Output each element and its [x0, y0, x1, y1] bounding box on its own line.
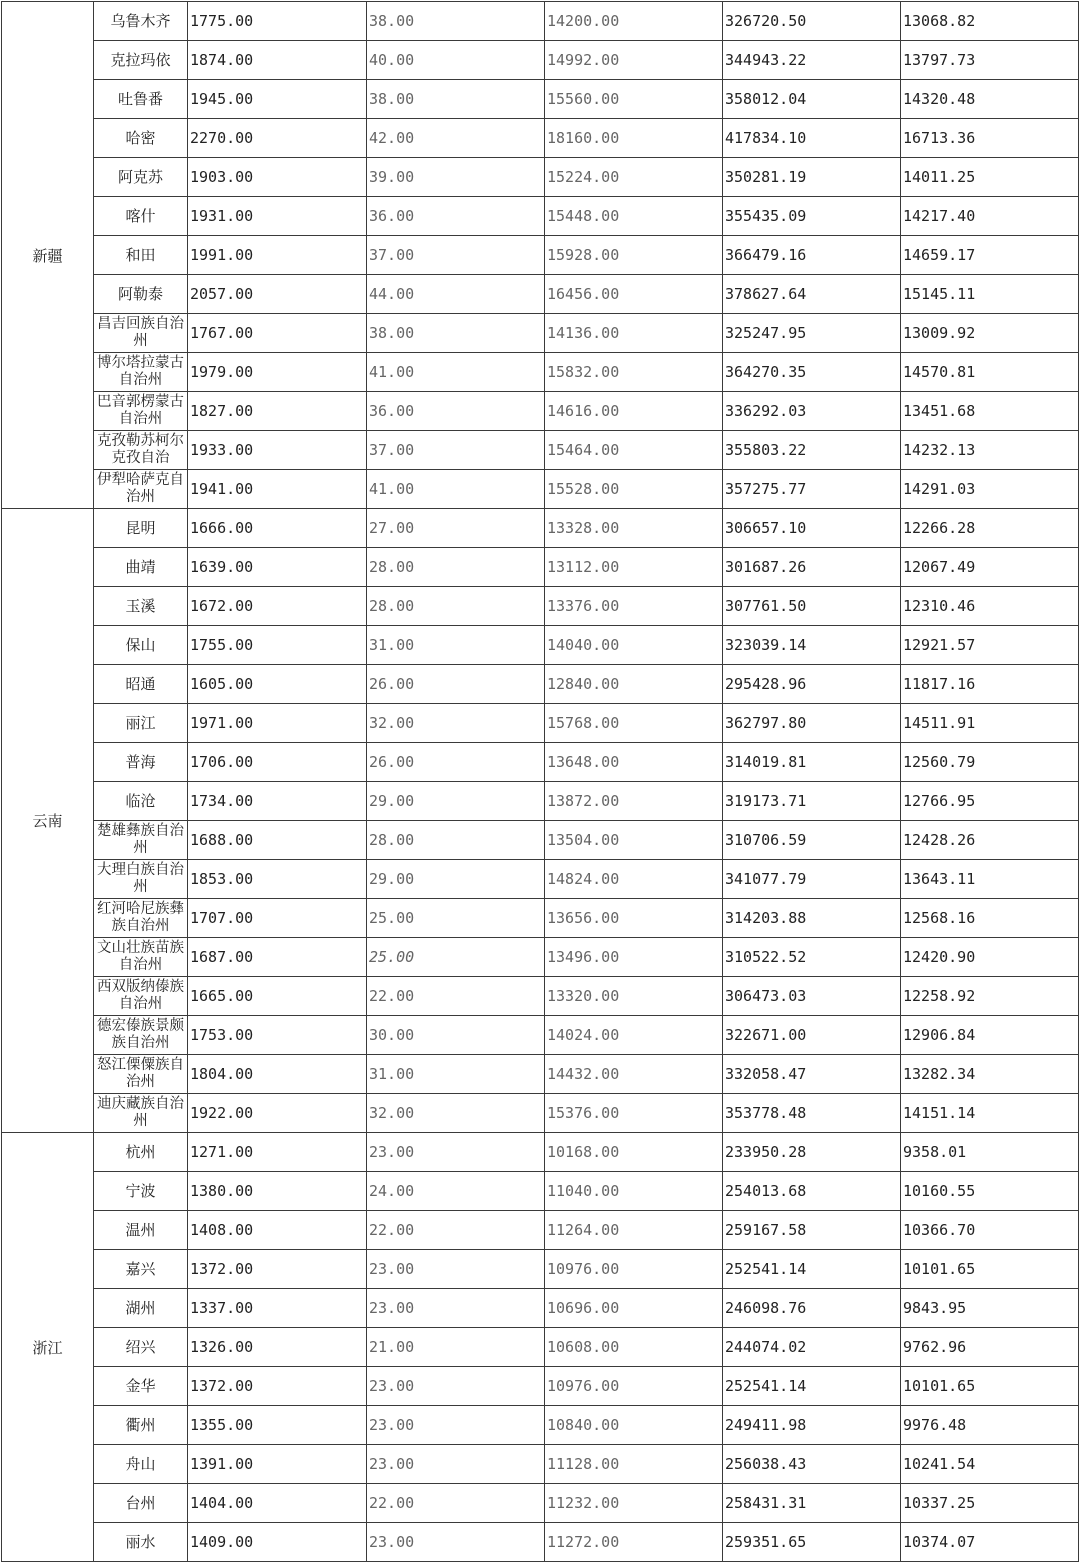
city-cell: 昭通 — [94, 665, 188, 704]
value-cell: 21.00 — [367, 1328, 545, 1367]
city-cell: 台州 — [94, 1484, 188, 1523]
value-cell: 1639.00 — [188, 548, 367, 587]
value-cell: 23.00 — [367, 1367, 545, 1406]
value-cell: 259351.65 — [723, 1523, 901, 1562]
value-cell: 378627.64 — [723, 275, 901, 314]
value-cell: 1874.00 — [188, 41, 367, 80]
city-cell: 保山 — [94, 626, 188, 665]
value-cell: 1979.00 — [188, 353, 367, 392]
value-cell: 259167.58 — [723, 1211, 901, 1250]
value-cell: 24.00 — [367, 1172, 545, 1211]
table-row — [2, 860, 1079, 899]
city-cell: 丽江 — [94, 704, 188, 743]
value-cell: 10337.25 — [901, 1484, 1079, 1523]
value-cell: 14992.00 — [545, 41, 723, 80]
value-cell: 40.00 — [367, 41, 545, 80]
value-cell: 13328.00 — [545, 509, 723, 548]
value-cell: 23.00 — [367, 1523, 545, 1562]
value-cell: 11817.16 — [901, 665, 1079, 704]
value-cell: 10160.55 — [901, 1172, 1079, 1211]
value-cell: 16713.36 — [901, 119, 1079, 158]
value-cell: 1372.00 — [188, 1250, 367, 1289]
value-cell: 23.00 — [367, 1289, 545, 1328]
table-row — [2, 977, 1079, 1016]
value-cell: 13282.34 — [901, 1055, 1079, 1094]
city-cell: 乌鲁木齐 — [94, 2, 188, 41]
table-body — [2, 2, 1079, 1562]
value-cell: 314019.81 — [723, 743, 901, 782]
table-row — [2, 626, 1079, 665]
value-cell: 38.00 — [367, 2, 545, 41]
value-cell: 1688.00 — [188, 821, 367, 860]
city-cell: 哈密 — [94, 119, 188, 158]
value-cell: 14511.91 — [901, 704, 1079, 743]
value-cell: 1853.00 — [188, 860, 367, 899]
value-cell: 10101.65 — [901, 1250, 1079, 1289]
table-row — [2, 1133, 1079, 1172]
value-cell: 10374.07 — [901, 1523, 1079, 1562]
value-cell: 41.00 — [367, 353, 545, 392]
value-cell: 344943.22 — [723, 41, 901, 80]
value-cell: 1355.00 — [188, 1406, 367, 1445]
value-cell: 14136.00 — [545, 314, 723, 353]
value-cell: 358012.04 — [723, 80, 901, 119]
value-cell: 25.00 — [367, 899, 545, 938]
value-cell: 1933.00 — [188, 431, 367, 470]
value-cell: 9358.01 — [901, 1133, 1079, 1172]
data-table — [1, 1, 1079, 1562]
value-cell: 13504.00 — [545, 821, 723, 860]
value-cell: 13656.00 — [545, 899, 723, 938]
table-row — [2, 314, 1079, 353]
value-cell: 314203.88 — [723, 899, 901, 938]
table-row — [2, 1367, 1079, 1406]
value-cell: 364270.35 — [723, 353, 901, 392]
value-cell: 9843.95 — [901, 1289, 1079, 1328]
value-cell: 14659.17 — [901, 236, 1079, 275]
value-cell: 323039.14 — [723, 626, 901, 665]
value-cell: 28.00 — [367, 587, 545, 626]
value-cell: 1404.00 — [188, 1484, 367, 1523]
value-cell: 1753.00 — [188, 1016, 367, 1055]
city-cell: 杭州 — [94, 1133, 188, 1172]
value-cell: 366479.16 — [723, 236, 901, 275]
city-cell: 怒江傈僳族自治州 — [94, 1055, 188, 1094]
value-cell: 295428.96 — [723, 665, 901, 704]
value-cell: 10168.00 — [545, 1133, 723, 1172]
value-cell: 13376.00 — [545, 587, 723, 626]
value-cell: 23.00 — [367, 1445, 545, 1484]
value-cell: 36.00 — [367, 197, 545, 236]
value-cell: 252541.14 — [723, 1250, 901, 1289]
value-cell: 1380.00 — [188, 1172, 367, 1211]
value-cell: 307761.50 — [723, 587, 901, 626]
table-row — [2, 80, 1079, 119]
value-cell: 310522.52 — [723, 938, 901, 977]
value-cell: 246098.76 — [723, 1289, 901, 1328]
value-cell: 353778.48 — [723, 1094, 901, 1133]
city-cell: 绍兴 — [94, 1328, 188, 1367]
value-cell: 15145.11 — [901, 275, 1079, 314]
value-cell: 1775.00 — [188, 2, 367, 41]
city-cell: 金华 — [94, 1367, 188, 1406]
table-row — [2, 470, 1079, 509]
table-row — [2, 1211, 1079, 1250]
table-row — [2, 119, 1079, 158]
city-cell: 楚雄彝族自治州 — [94, 821, 188, 860]
value-cell: 355803.22 — [723, 431, 901, 470]
value-cell: 1408.00 — [188, 1211, 367, 1250]
value-cell: 14200.00 — [545, 2, 723, 41]
value-cell: 1326.00 — [188, 1328, 367, 1367]
value-cell: 14291.03 — [901, 470, 1079, 509]
table-row — [2, 782, 1079, 821]
city-cell: 克孜勒苏柯尔克孜自治 — [94, 431, 188, 470]
value-cell: 1605.00 — [188, 665, 367, 704]
value-cell: 1767.00 — [188, 314, 367, 353]
table-row — [2, 1289, 1079, 1328]
value-cell: 15448.00 — [545, 197, 723, 236]
city-cell: 迪庆藏族自治州 — [94, 1094, 188, 1133]
table-row — [2, 41, 1079, 80]
table-row — [2, 1523, 1079, 1562]
value-cell: 10976.00 — [545, 1367, 723, 1406]
value-cell: 13648.00 — [545, 743, 723, 782]
city-cell: 昆明 — [94, 509, 188, 548]
value-cell: 1666.00 — [188, 509, 367, 548]
value-cell: 258431.31 — [723, 1484, 901, 1523]
value-cell: 1665.00 — [188, 977, 367, 1016]
value-cell: 13496.00 — [545, 938, 723, 977]
province-cell: 新疆 — [2, 2, 94, 509]
value-cell: 9762.96 — [901, 1328, 1079, 1367]
value-cell: 306657.10 — [723, 509, 901, 548]
value-cell: 10840.00 — [545, 1406, 723, 1445]
value-cell: 14232.13 — [901, 431, 1079, 470]
value-cell: 10241.54 — [901, 1445, 1079, 1484]
value-cell: 15832.00 — [545, 353, 723, 392]
value-cell: 355435.09 — [723, 197, 901, 236]
value-cell: 336292.03 — [723, 392, 901, 431]
city-cell: 巴音郭楞蒙古自治州 — [94, 392, 188, 431]
value-cell: 1941.00 — [188, 470, 367, 509]
table-row — [2, 743, 1079, 782]
value-cell: 11264.00 — [545, 1211, 723, 1250]
value-cell: 14616.00 — [545, 392, 723, 431]
value-cell: 13009.92 — [901, 314, 1079, 353]
value-cell: 9976.48 — [901, 1406, 1079, 1445]
value-cell: 1755.00 — [188, 626, 367, 665]
value-cell: 1271.00 — [188, 1133, 367, 1172]
value-cell: 41.00 — [367, 470, 545, 509]
value-cell: 15224.00 — [545, 158, 723, 197]
value-cell: 10366.70 — [901, 1211, 1079, 1250]
city-cell: 宁波 — [94, 1172, 188, 1211]
city-cell: 大理白族自治州 — [94, 860, 188, 899]
table-row — [2, 1484, 1079, 1523]
table-row — [2, 2, 1079, 41]
table-row — [2, 821, 1079, 860]
value-cell: 11040.00 — [545, 1172, 723, 1211]
table-row — [2, 197, 1079, 236]
value-cell: 1991.00 — [188, 236, 367, 275]
value-cell: 42.00 — [367, 119, 545, 158]
value-cell: 10696.00 — [545, 1289, 723, 1328]
city-cell: 阿勒泰 — [94, 275, 188, 314]
value-cell: 27.00 — [367, 509, 545, 548]
value-cell: 12067.49 — [901, 548, 1079, 587]
city-cell: 和田 — [94, 236, 188, 275]
value-cell: 244074.02 — [723, 1328, 901, 1367]
city-cell: 文山壮族苗族自治州 — [94, 938, 188, 977]
city-cell: 克拉玛依 — [94, 41, 188, 80]
table-row — [2, 1094, 1079, 1133]
value-cell: 36.00 — [367, 392, 545, 431]
value-cell: 2270.00 — [188, 119, 367, 158]
value-cell: 310706.59 — [723, 821, 901, 860]
value-cell: 362797.80 — [723, 704, 901, 743]
value-cell: 249411.98 — [723, 1406, 901, 1445]
value-cell: 12258.92 — [901, 977, 1079, 1016]
value-cell: 1409.00 — [188, 1523, 367, 1562]
value-cell: 31.00 — [367, 1055, 545, 1094]
value-cell: 256038.43 — [723, 1445, 901, 1484]
table-row — [2, 587, 1079, 626]
value-cell: 15464.00 — [545, 431, 723, 470]
value-cell: 37.00 — [367, 431, 545, 470]
city-cell: 西双版纳傣族自治州 — [94, 977, 188, 1016]
value-cell: 37.00 — [367, 236, 545, 275]
value-cell: 26.00 — [367, 743, 545, 782]
value-cell: 1804.00 — [188, 1055, 367, 1094]
table-row — [2, 704, 1079, 743]
city-cell: 衢州 — [94, 1406, 188, 1445]
city-cell: 喀什 — [94, 197, 188, 236]
value-cell: 254013.68 — [723, 1172, 901, 1211]
city-cell: 阿克苏 — [94, 158, 188, 197]
value-cell: 23.00 — [367, 1250, 545, 1289]
value-cell: 12266.28 — [901, 509, 1079, 548]
value-cell: 14824.00 — [545, 860, 723, 899]
value-cell: 11232.00 — [545, 1484, 723, 1523]
value-cell: 1672.00 — [188, 587, 367, 626]
value-cell: 28.00 — [367, 548, 545, 587]
value-cell: 1903.00 — [188, 158, 367, 197]
city-cell: 舟山 — [94, 1445, 188, 1484]
table-row — [2, 1328, 1079, 1367]
value-cell: 28.00 — [367, 821, 545, 860]
table-row — [2, 1406, 1079, 1445]
value-cell: 319173.71 — [723, 782, 901, 821]
value-cell: 26.00 — [367, 665, 545, 704]
value-cell: 350281.19 — [723, 158, 901, 197]
city-cell: 临沧 — [94, 782, 188, 821]
table-row — [2, 275, 1079, 314]
table-row — [2, 1016, 1079, 1055]
value-cell: 233950.28 — [723, 1133, 901, 1172]
value-cell: 23.00 — [367, 1406, 545, 1445]
value-cell: 13451.68 — [901, 392, 1079, 431]
value-cell: 1706.00 — [188, 743, 367, 782]
city-cell: 嘉兴 — [94, 1250, 188, 1289]
table-row — [2, 431, 1079, 470]
value-cell: 13872.00 — [545, 782, 723, 821]
value-cell: 326720.50 — [723, 2, 901, 41]
city-cell: 德宏傣族景颇族自治州 — [94, 1016, 188, 1055]
value-cell: 12310.46 — [901, 587, 1079, 626]
value-cell: 12766.95 — [901, 782, 1079, 821]
province-cell: 浙江 — [2, 1133, 94, 1562]
value-cell: 14570.81 — [901, 353, 1079, 392]
value-cell: 12420.90 — [901, 938, 1079, 977]
table-row — [2, 1172, 1079, 1211]
table-row — [2, 1250, 1079, 1289]
value-cell: 10976.00 — [545, 1250, 723, 1289]
value-cell: 16456.00 — [545, 275, 723, 314]
value-cell: 38.00 — [367, 314, 545, 353]
value-cell: 44.00 — [367, 275, 545, 314]
value-cell: 325247.95 — [723, 314, 901, 353]
value-cell: 29.00 — [367, 782, 545, 821]
value-cell: 12560.79 — [901, 743, 1079, 782]
table-row — [2, 1055, 1079, 1094]
value-cell: 14320.48 — [901, 80, 1079, 119]
table-row — [2, 236, 1079, 275]
value-cell: 15928.00 — [545, 236, 723, 275]
value-cell: 32.00 — [367, 1094, 545, 1133]
city-cell: 玉溪 — [94, 587, 188, 626]
value-cell: 18160.00 — [545, 119, 723, 158]
city-cell: 曲靖 — [94, 548, 188, 587]
value-cell: 15528.00 — [545, 470, 723, 509]
value-cell: 25.00 — [367, 938, 545, 977]
value-cell: 1372.00 — [188, 1367, 367, 1406]
value-cell: 14024.00 — [545, 1016, 723, 1055]
value-cell: 22.00 — [367, 1484, 545, 1523]
value-cell: 332058.47 — [723, 1055, 901, 1094]
value-cell: 31.00 — [367, 626, 545, 665]
value-cell: 23.00 — [367, 1133, 545, 1172]
value-cell: 357275.77 — [723, 470, 901, 509]
city-cell: 博尔塔拉蒙古自治州 — [94, 353, 188, 392]
value-cell: 12428.26 — [901, 821, 1079, 860]
value-cell: 1827.00 — [188, 392, 367, 431]
value-cell: 11272.00 — [545, 1523, 723, 1562]
value-cell: 29.00 — [367, 860, 545, 899]
value-cell: 15560.00 — [545, 80, 723, 119]
value-cell: 1922.00 — [188, 1094, 367, 1133]
table-row — [2, 899, 1079, 938]
city-cell: 红河哈尼族彝族自治州 — [94, 899, 188, 938]
city-cell: 吐鲁番 — [94, 80, 188, 119]
value-cell: 1391.00 — [188, 1445, 367, 1484]
value-cell: 13643.11 — [901, 860, 1079, 899]
value-cell: 1687.00 — [188, 938, 367, 977]
value-cell: 2057.00 — [188, 275, 367, 314]
table-row — [2, 938, 1079, 977]
value-cell: 10608.00 — [545, 1328, 723, 1367]
value-cell: 14432.00 — [545, 1055, 723, 1094]
value-cell: 15376.00 — [545, 1094, 723, 1133]
value-cell: 1337.00 — [188, 1289, 367, 1328]
value-cell: 306473.03 — [723, 977, 901, 1016]
value-cell: 1931.00 — [188, 197, 367, 236]
city-cell: 普海 — [94, 743, 188, 782]
table-row — [2, 548, 1079, 587]
value-cell: 14040.00 — [545, 626, 723, 665]
value-cell: 14217.40 — [901, 197, 1079, 236]
table-row — [2, 509, 1079, 548]
value-cell: 12840.00 — [545, 665, 723, 704]
table-row — [2, 353, 1079, 392]
table-row — [2, 665, 1079, 704]
value-cell: 22.00 — [367, 1211, 545, 1250]
value-cell: 13112.00 — [545, 548, 723, 587]
value-cell: 417834.10 — [723, 119, 901, 158]
value-cell: 341077.79 — [723, 860, 901, 899]
value-cell: 10101.65 — [901, 1367, 1079, 1406]
value-cell: 13068.82 — [901, 2, 1079, 41]
value-cell: 15768.00 — [545, 704, 723, 743]
city-cell: 伊犁哈萨克自治州 — [94, 470, 188, 509]
value-cell: 12906.84 — [901, 1016, 1079, 1055]
table-row — [2, 1445, 1079, 1484]
city-cell: 温州 — [94, 1211, 188, 1250]
value-cell: 1707.00 — [188, 899, 367, 938]
value-cell: 39.00 — [367, 158, 545, 197]
value-cell: 1734.00 — [188, 782, 367, 821]
value-cell: 1971.00 — [188, 704, 367, 743]
value-cell: 12568.16 — [901, 899, 1079, 938]
value-cell: 252541.14 — [723, 1367, 901, 1406]
value-cell: 13320.00 — [545, 977, 723, 1016]
province-cell: 云南 — [2, 509, 94, 1133]
city-cell: 昌吉回族自治州 — [94, 314, 188, 353]
city-cell: 湖州 — [94, 1289, 188, 1328]
value-cell: 1945.00 — [188, 80, 367, 119]
value-cell: 322671.00 — [723, 1016, 901, 1055]
value-cell: 301687.26 — [723, 548, 901, 587]
table-row — [2, 158, 1079, 197]
value-cell: 32.00 — [367, 704, 545, 743]
city-cell: 丽水 — [94, 1523, 188, 1562]
value-cell: 38.00 — [367, 80, 545, 119]
value-cell: 11128.00 — [545, 1445, 723, 1484]
value-cell: 30.00 — [367, 1016, 545, 1055]
value-cell: 22.00 — [367, 977, 545, 1016]
value-cell: 12921.57 — [901, 626, 1079, 665]
value-cell: 14151.14 — [901, 1094, 1079, 1133]
value-cell: 13797.73 — [901, 41, 1079, 80]
value-cell: 14011.25 — [901, 158, 1079, 197]
table-row — [2, 392, 1079, 431]
